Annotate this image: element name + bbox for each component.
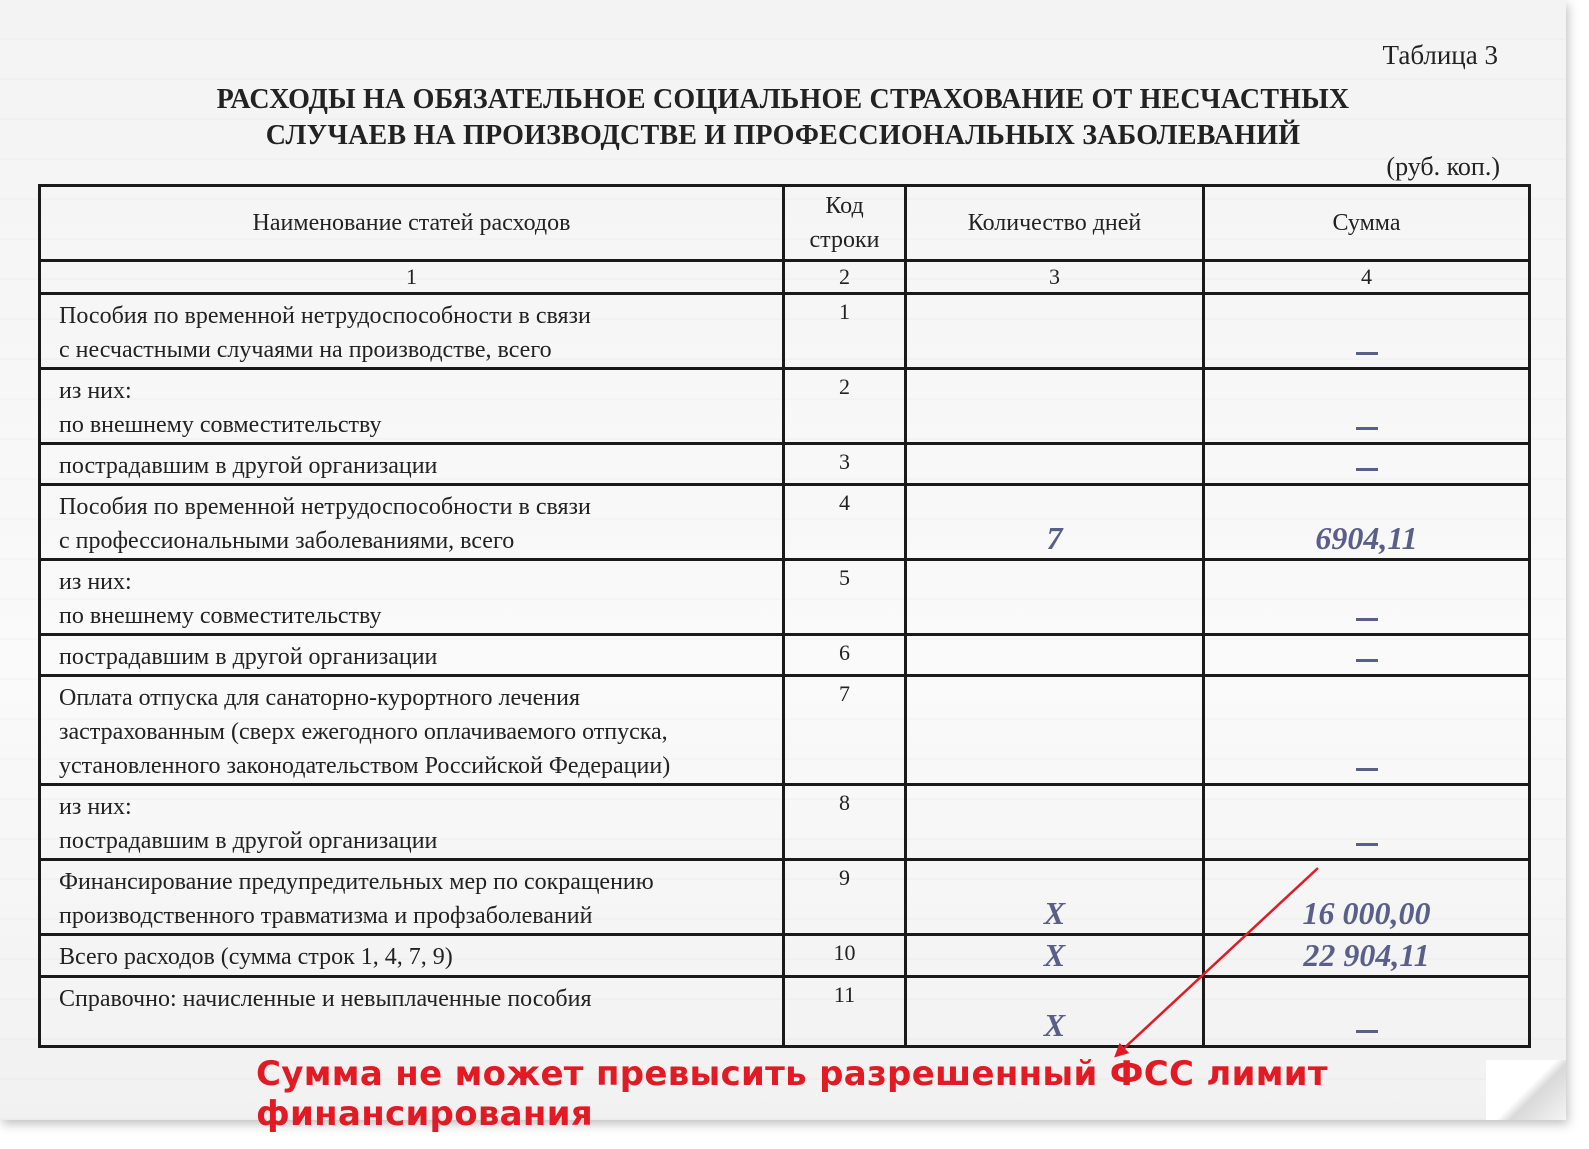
- row-name-line: из них:: [59, 569, 132, 595]
- row-name-line: Оплата отпуска для санаторно-курортного лечения: [59, 685, 581, 711]
- handwritten-value: 6904,11: [1315, 520, 1418, 556]
- units-label: (руб. коп.): [1386, 152, 1500, 181]
- title-line-2: СЛУЧАЕВ НА ПРОИЗВОДСТВЕ И ПРОФЕССИОНАЛЬНЫХ ЗАБОЛЕВАНИЙ: [265, 120, 1301, 151]
- column-number: 1: [40, 261, 784, 294]
- annotation-note: Сумма не может превысить разрешенный ФСС лимит финансирования: [256, 1054, 1328, 1134]
- row-code: 6: [784, 635, 906, 676]
- row-code: 5: [784, 560, 906, 635]
- header-code-line-1: Код: [825, 193, 864, 219]
- row-name-line: с несчастными случаями на производстве, всего: [59, 337, 552, 363]
- header-days: Количество дней: [906, 186, 1204, 261]
- row-name-line: пострадавшим в другой организации: [59, 453, 438, 479]
- table-number: Таблица 3: [1382, 40, 1498, 70]
- row-code: 7: [784, 676, 906, 785]
- row-name-line: Пособия по временной нетрудоспособности в связи: [59, 494, 591, 520]
- handwritten-value: X: [1043, 1007, 1066, 1043]
- row-code: 11: [784, 977, 906, 1047]
- row-name-line: производственного травматизма и профзаболеваний: [59, 903, 593, 929]
- handwritten-value: 22 904,11: [1303, 937, 1430, 973]
- row-name-line: Финансирование предупредительных мер по сокращению: [59, 869, 654, 895]
- arrow-line: [1120, 868, 1318, 1052]
- handwritten-value: X: [1043, 895, 1066, 931]
- column-number: 3: [906, 261, 1204, 294]
- row-name-line: с профессиональными заболеваниями, всего: [59, 528, 515, 554]
- row-name-line: пострадавшим в другой организации: [59, 828, 438, 854]
- row-name-line: Пособия по временной нетрудоспособности в связи: [59, 303, 591, 329]
- row-code: 4: [784, 485, 906, 560]
- row-name-line: Справочно: начисленные и невыплаченные пособия: [59, 986, 592, 1012]
- column-number: 2: [784, 261, 906, 294]
- row-name-line: Всего расходов (сумма строк 1, 4, 7, 9): [59, 944, 453, 970]
- row-code: 9: [784, 860, 906, 935]
- title-line-1: РАСХОДЫ НА ОБЯЗАТЕЛЬНОЕ СОЦИАЛЬНОЕ СТРАХОВАНИЕ ОТ НЕСЧАСТНЫХ: [216, 84, 1350, 115]
- row-name-line: по внешнему совместительству: [59, 603, 382, 629]
- header-code-line-2: строки: [809, 227, 880, 253]
- row-name-line: застрахованным (сверх ежегодного оплачиваемого отпуска,: [59, 719, 668, 745]
- handwritten-value: 7: [1046, 520, 1063, 556]
- row-code: 3: [784, 444, 906, 485]
- row-code: 1: [784, 294, 906, 369]
- column-number: 4: [1204, 261, 1530, 294]
- row-name-line: из них:: [59, 794, 132, 820]
- row-code: 10: [784, 935, 906, 977]
- row-name-line: из них:: [59, 378, 132, 404]
- header-name: Наименование статей расходов: [40, 186, 784, 261]
- row-name-line: установленного законодательством Российской Федерации): [59, 753, 671, 779]
- handwritten-value: X: [1043, 937, 1066, 973]
- row-name-line: по внешнему совместительству: [59, 412, 382, 438]
- row-name-line: пострадавшим в другой организации: [59, 644, 438, 670]
- row-code: 8: [784, 785, 906, 860]
- header-sum: Сумма: [1204, 186, 1530, 261]
- handwritten-value: 16 000,00: [1302, 895, 1431, 931]
- row-code: 2: [784, 369, 906, 444]
